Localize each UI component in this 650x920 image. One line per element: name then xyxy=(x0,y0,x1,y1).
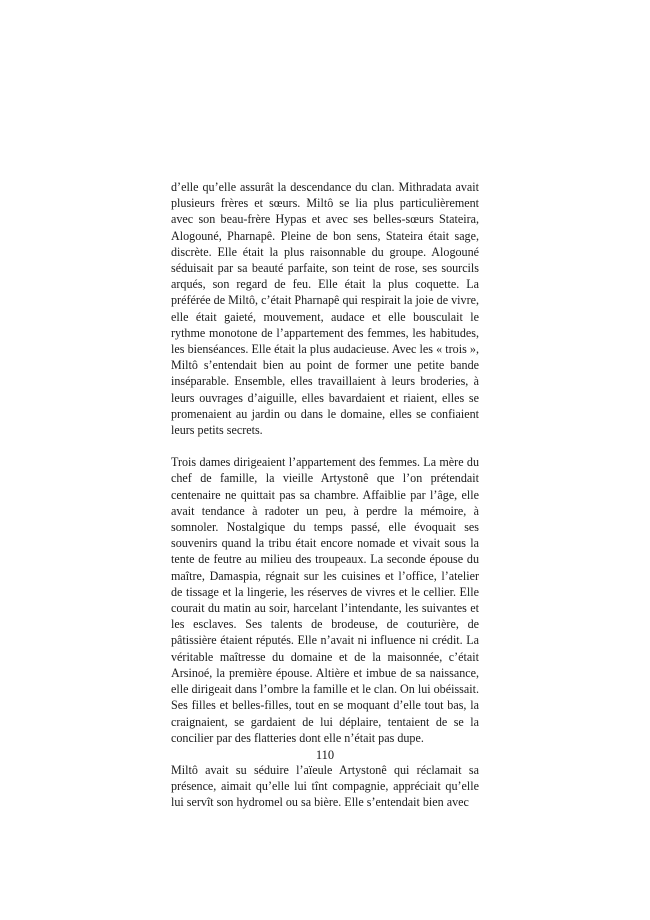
page-number: 110 xyxy=(315,748,335,762)
paragraph-3: Miltô avait su séduire l’aïeule Artystonê qui réclamait sa présence, aimait qu’elle lui tînt compagnie, appréciait qu’elle lui servît son hydromel ou sa bière. Elle s’entendait bien avec xyxy=(171,762,479,810)
paragraph-2: Trois dames dirigeaient l’appartement des femmes. La mère du chef de famille, la vieille Artystonê que l’on prétendait centenaire ne quittait pas sa chambre. Affaiblie par l’âge, elle avait tendance à radoter un peu, à perdre la mémoire, à somnoler. Nostalgique du temps passé, elle évoquait ses souvenirs quand la tribu était encore nomade et vivait sous la tente de feutre au milieu des troupeaux. La seconde épouse du maître, Damaspia, régnait sur les cuisines et l’office, l’atelier de tissage et la lingerie, les réserves de vivres et le cellier. Elle courait du matin au soir, harcelant l’intendante, les suivantes et les esclaves. Ses talents de brodeuse, de couturière, de pâtissière étaient réputés. Elle n’avait ni influence ni crédit. La véritable maîtresse du domaine et de la maisonnée, c’était Arsinoé, la première épouse. Altière et imbue de sa naissance, elle dirigeait dans l’ombre la famille et le clan. On lui obéissait. Ses filles et belles-filles, tout en se moquant d’elle tout bas, la craignaient, se gardaient de lui déplaire, tentaient de se la concilier par des flatteries dont elle n’était pas dupe. xyxy=(171,455,479,745)
paragraph-1: d’elle qu’elle assurât la descendance du clan. Mithradata avait plusieurs frères et sœurs. Miltô se lia plus particulièrement avec son beau-frère Hypas et avec ses belles-sœurs Stateira, Alogouné, Pharnapê. Pleine de bon sens, Stateira était sage, discrète. Elle était la plus raisonnable du groupe. Alogouné séduisait par sa beauté parfaite, son teint de rose, ses sourcils arqués, son regard de feu. Elle était la plus coquette. La préférée de Miltô, c’était Pharnapê qui respirait la joie de vivre, elle était gaieté, mouvement, audace et elle bousculait le rythme monotone de l’appartement des femmes, les habitudes, les bienséances. Elle était la plus audacieuse. Avec les « trois », Miltô s’entendait bien au point de former une petite bande inséparable. Ensemble, elles travaillaient à leurs broderies, à leurs ouvrages d’aiguille, elles bavardaient et riaient, elles se promenaient au jardin ou dans le domaine, elles se confiaient leurs petits secrets. xyxy=(171,180,479,438)
body-text xyxy=(171,179,479,827)
